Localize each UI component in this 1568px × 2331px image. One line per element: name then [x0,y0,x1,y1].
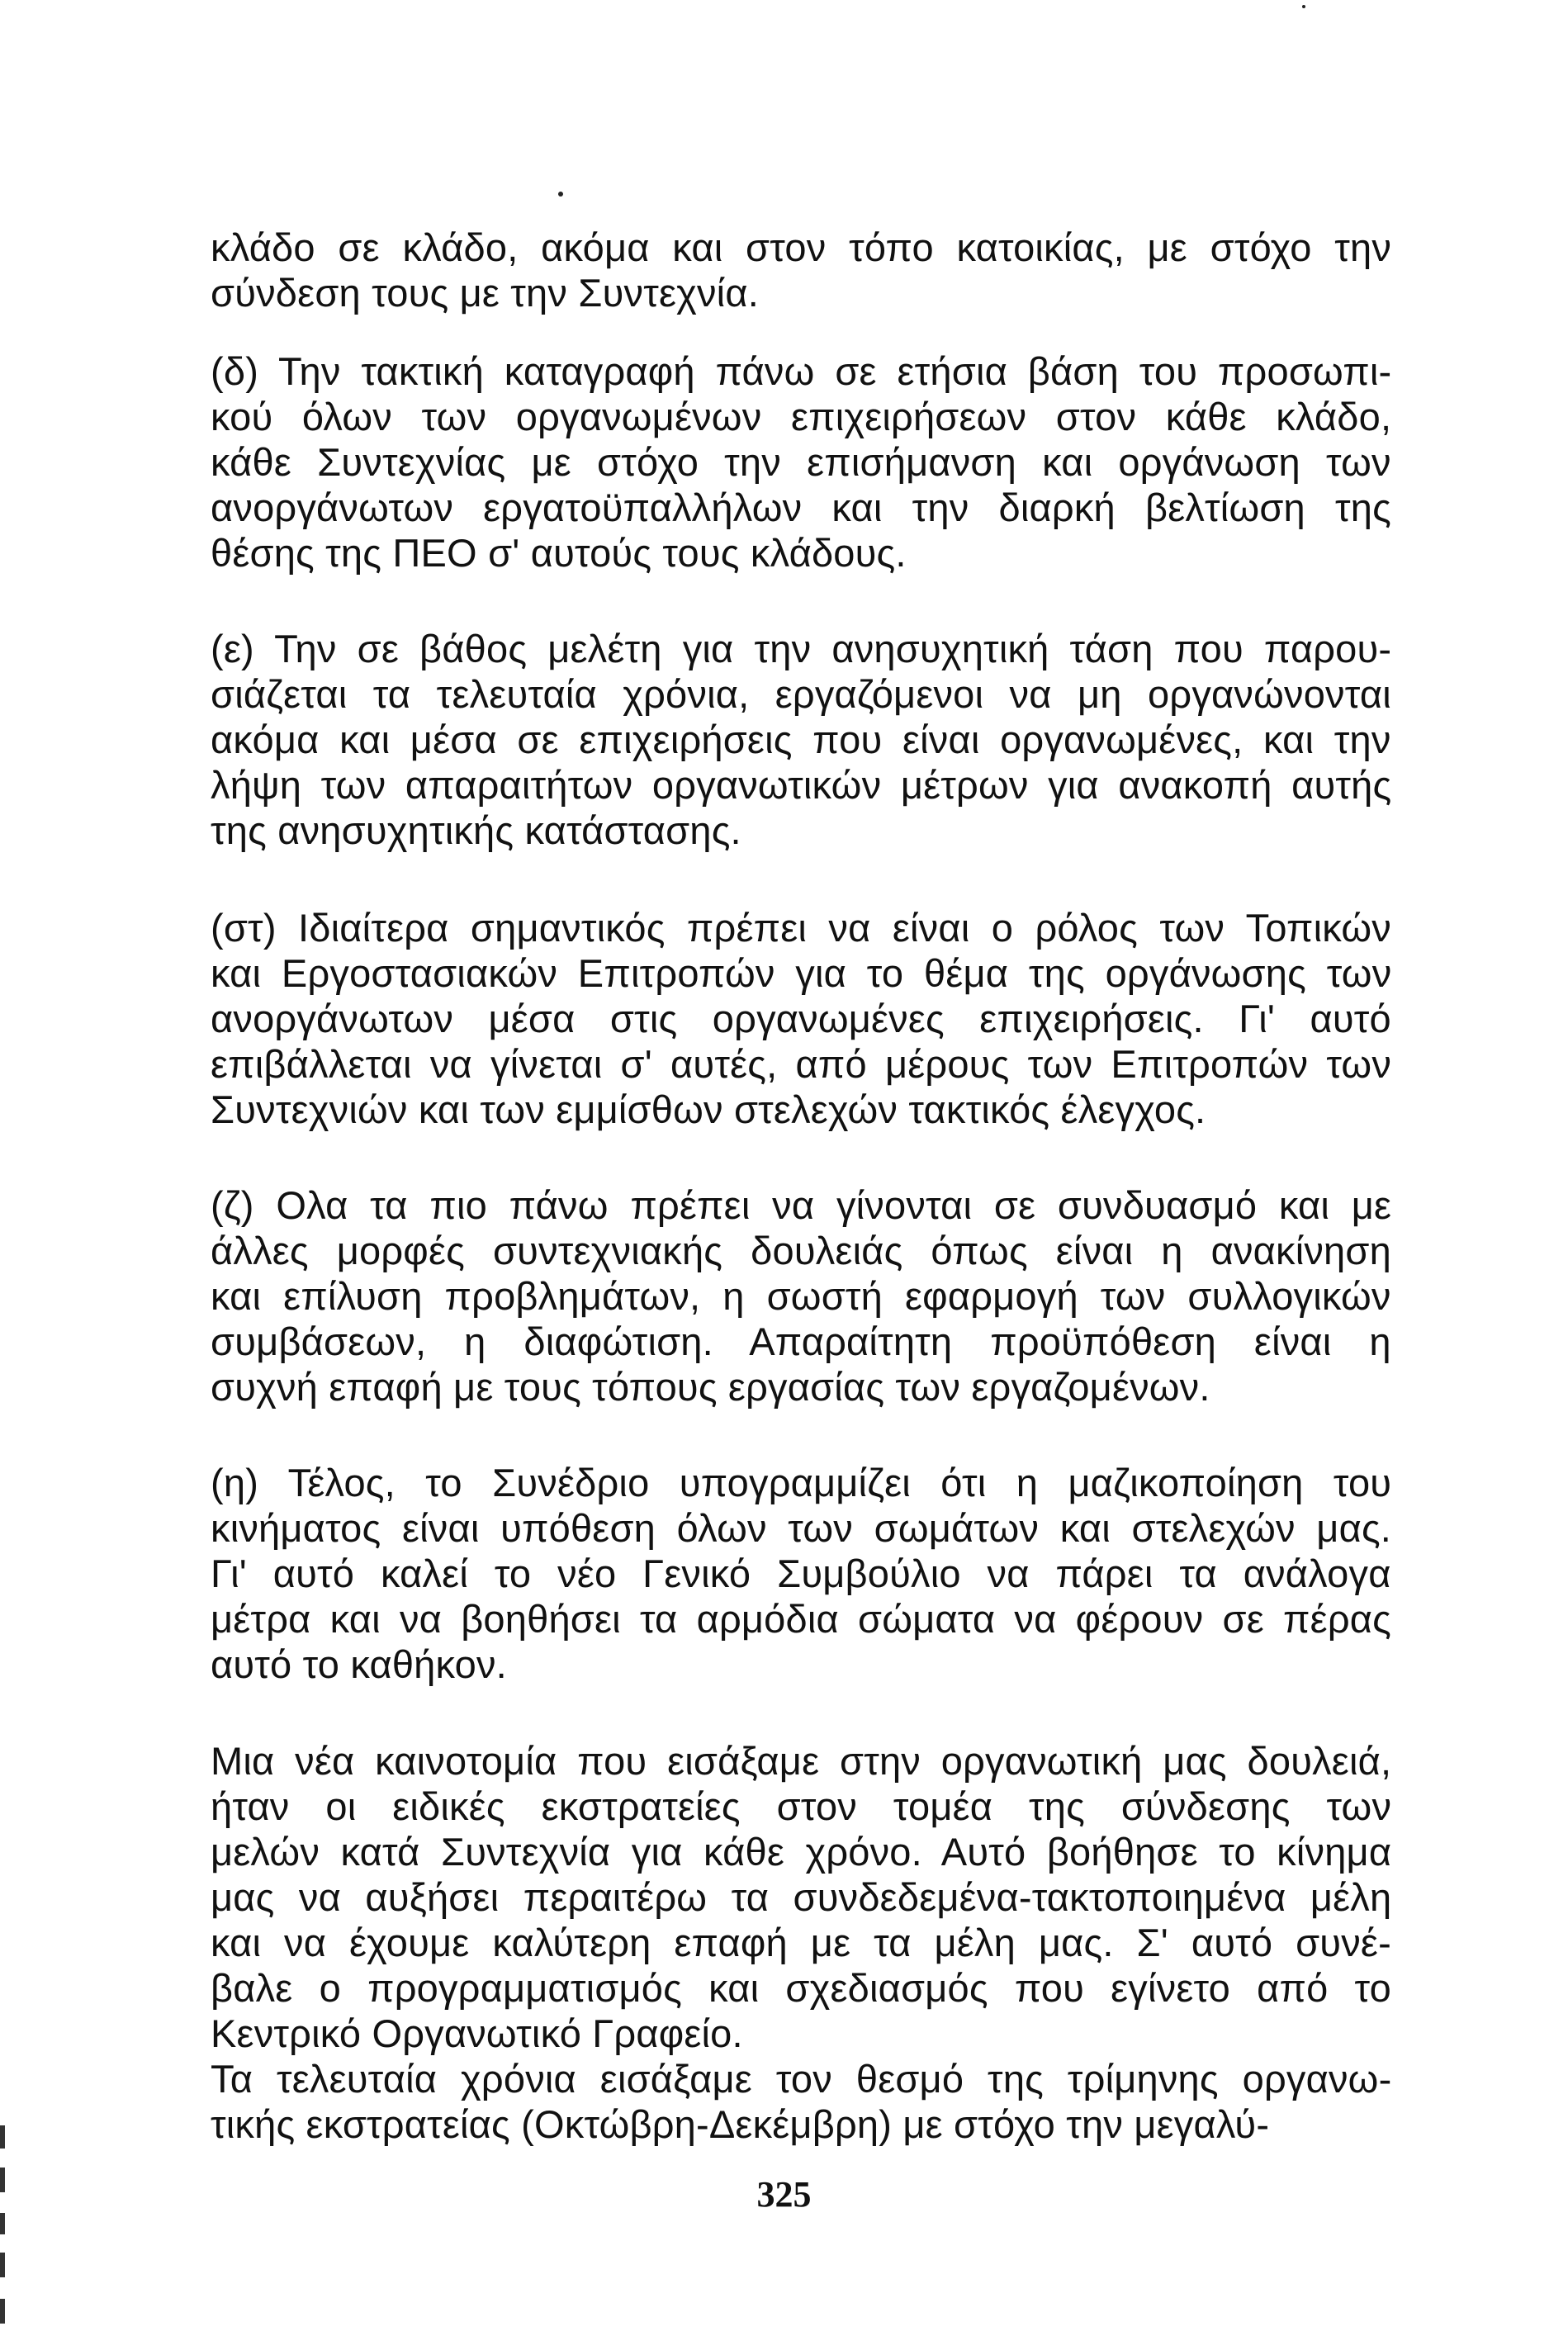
text-line: μελών κατά Συντεχνία για κάθε χρόνο. Αυτό βοήθησε το κίνημα [211,1830,1392,1874]
text-line: ανοργάνωτων εργατοϋπαλλήλων και την διαρκή βελτίωση της [211,486,1391,529]
text-line: σύνδεση τους με την Συντεχνία. [211,271,759,315]
scan-speck [1302,5,1305,8]
text-line: ήταν οι ειδικές εκστρατείες στον τομέα της σύνδεσης των [211,1784,1392,1828]
body-paragraph-delta [211,348,1391,576]
body-paragraph-epsilon [211,626,1391,853]
text-line: κλάδο σε κλάδο, ακόμα και στον τόπο κατοικίας, με στόχο την [211,225,1392,269]
text-line: Τα τελευταία χρόνια εισάξαμε τον θεσμό της τρίμηνης οργανω- [211,2057,1392,2101]
body-paragraph-stigma [211,905,1391,1132]
text-line: και επίλυση προβλημάτων, η σωστή εφαρμογή των συλλογικών [211,1274,1391,1318]
text-line: (ε) Την σε βάθος μελέτη για την ανησυχητική τάση που παρου- [211,627,1392,670]
text-line: μέτρα και να βοηθήσει τα αρμόδια σώματα να φέρουν σε πέρας [211,1597,1391,1641]
page-number: 325 [756,2174,812,2215]
text-line: επιβάλλεται να γίνεται σ' αυτές, από μέρους των Επιτροπών των [211,1042,1392,1086]
text-line: και να έχουμε καλύτερη επαφή με τα μέλη μας. Σ' αυτό συνέ- [211,1921,1391,1964]
text-line: Γι' αυτό καλεί το νέο Γενικό Συμβούλιο να πάρει τα ανάλογα [211,1552,1391,1595]
scan-margin-mark [0,2253,5,2277]
text-line: συμβάσεων, η διαφώτιση. Απαραίτητη προϋπόθεση είναι η [211,1319,1391,1363]
text-line: αυτό το καθήκον. [211,1642,507,1686]
text-line: (ζ) Ολα τα πιο πάνω πρέπει να γίνονται σε συνδυασμό και με [211,1183,1392,1227]
text-line: (στ) Ιδιαίτερα σημαντικός πρέπει να είναι ο ρόλος των Τοπικών [211,906,1391,950]
text-line: κινήματος είναι υπόθεση όλων των σωμάτων και στελεχών μας. [211,1506,1392,1550]
text-line: ακόμα και μέσα σε επιχειρήσεις που είναι οργανωμένες, και την [211,718,1391,761]
scan-margin-mark [0,2213,5,2234]
text-line: (δ) Την τακτική καταγραφή πάνω σε ετήσια βάση του προσωπι- [211,349,1392,393]
text-line: σιάζεται τα τελευταία χρόνια, εργαζόμενοι να μη οργανώνονται [211,672,1391,716]
text-line: συχνή επαφή με τους τόπους εργασίας των εργαζομένων. [211,1365,1210,1409]
text-line: άλλες μορφές συντεχνιακής δουλειάς όπως είναι η ανακίνηση [211,1229,1391,1272]
scan-speck [558,192,563,197]
scan-margin-mark [0,2299,5,2324]
text-line: (η) Τέλος, το Συνέδριο υπογραμμίζει ότι η μαζικοποίηση του [211,1461,1392,1504]
text-line: Κεντρικό Οργανωτικό Γραφείο. [211,2011,743,2055]
body-paragraph-campaign [211,2056,1391,2147]
text-line: Συντεχνιών και των εμμίσθων στελεχών τακτικός έλεγχος. [211,1087,1206,1131]
text-line: Μια νέα καινοτομία που εισάξαμε στην οργανωτική μας δουλειά, [211,1739,1392,1783]
text-line: βαλε ο προγραμματισμός και σχεδιασμός που εγίνετο από το [211,1966,1391,2010]
text-line: θέσης της ΠΕΟ σ' αυτούς τους κλάδους. [211,531,907,575]
body-paragraph [211,225,1391,315]
text-line: μας να αυξήσει περαιτέρω τα συνδεδεμένα-τακτοποιημένα μέλη [211,1875,1392,1919]
text-line: λήψη των απαραιτήτων οργανωτικών μέτρων για ανακοπή αυτής [211,763,1392,807]
text-line: κού όλων των οργανωμένων επιχειρήσεων στον κάθε κλάδο, [211,395,1392,438]
scan-margin-mark [0,2125,5,2149]
body-paragraph-eta [211,1460,1391,1687]
text-line: και Εργοστασιακών Επιτροπών για το θέμα της οργάνωσης των [211,951,1392,995]
text-line: τικής εκστρατείας (Οκτώβρη-Δεκέμβρη) με στόχο την μεγαλύ- [211,2102,1270,2146]
text-line: κάθε Συντεχνίας με στόχο την επισήμανση και οργάνωση των [211,440,1391,484]
body-paragraph-zeta [211,1182,1391,1409]
text-line: της ανησυχητικής κατάστασης. [211,808,741,852]
text-line: ανοργάνωτων μέσα στις οργανωμένες επιχειρήσεις. Γι' αυτό [211,997,1391,1040]
body-paragraph-innovation [211,1738,1391,2056]
